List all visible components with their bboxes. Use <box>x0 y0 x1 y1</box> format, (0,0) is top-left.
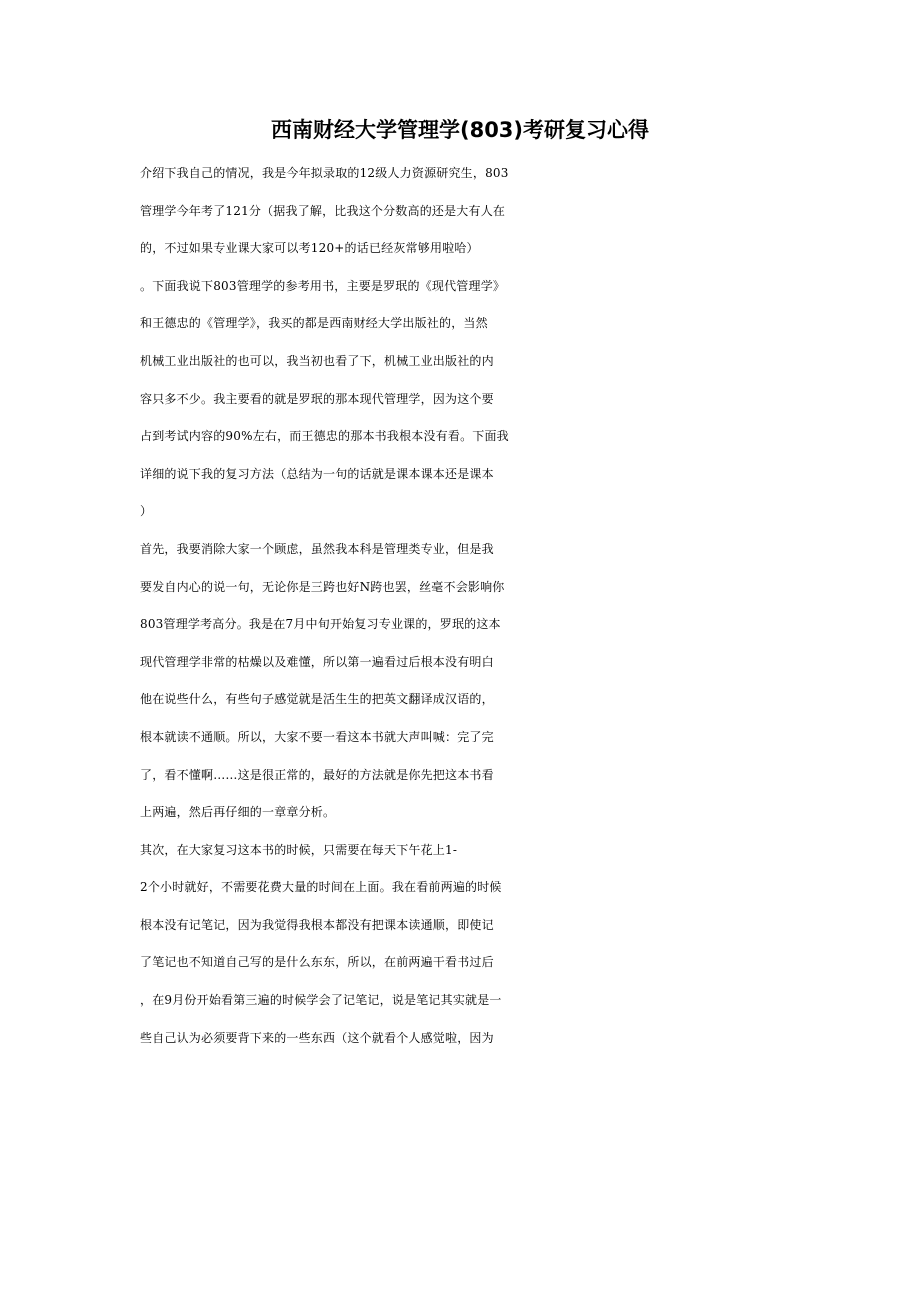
body-line: 根本就读不通顺。所以，大家不要一看这本书就大声叫喊：完了完 <box>140 729 494 744</box>
body-line: 些自己认为必须要背下来的一些东西（这个就看个人感觉啦，因为 <box>140 1030 494 1045</box>
body-line: 和王德忠的《管理学》，我买的都是西南财经大学出版社的，当然 <box>140 316 488 331</box>
document-body <box>140 155 800 1057</box>
body-line: 他在说些什么，有些句子感觉就是活生生的把英文翻译成汉语的， <box>140 692 494 707</box>
document-title: 西南财经大学管理学(803)考研复习心得 <box>270 118 650 142</box>
body-line: 详细的说下我的复习方法（总结为一句的话就是课本课本还是课本 <box>140 466 494 481</box>
body-line: ） <box>140 504 153 519</box>
body-line: 根本没有记笔记，因为我觉得我根本都没有把课本读通顺，即使记 <box>140 917 494 932</box>
body-line: 机械工业出版社的也可以，我当初也看了下，机械工业出版社的内 <box>140 353 494 368</box>
body-line: 要发自内心的说一句，无论你是三跨也好N跨也罢，丝毫不会影响你 <box>140 579 505 594</box>
body-line: 803管理学考高分。我是在7月中旬开始复习专业课的，罗珉的这本 <box>140 617 501 632</box>
body-line: 占到考试内容的90%左右，而王德忠的那本书我根本没有看。下面我 <box>140 429 509 444</box>
body-line: 了笔记也不知道自己写的是什么东东，所以，在前两遍干看书过后 <box>140 955 494 970</box>
body-line: 2个小时就好，不需要花费大量的时间在上面。我在看前两遍的时候 <box>140 880 502 895</box>
body-line: 其次，在大家复习这本书的时候，只需要在每天下午花上1- <box>140 842 458 857</box>
body-line: 。下面我说下803管理学的参考用书，主要是罗珉的《现代管理学》 <box>140 278 506 293</box>
body-line: 管理学今年考了121分（据我了解，比我这个分数高的还是大有人在 <box>140 203 506 218</box>
body-line: ，在9月份开始看第三遍的时候学会了记笔记，说是笔记其实就是一 <box>140 993 502 1008</box>
body-line: 介绍下我自己的情况，我是今年拟录取的12级人力资源研究生，803 <box>140 166 509 180</box>
body-line: 上两遍，然后再仔细的一章章分析。 <box>140 805 336 820</box>
body-line: 首先，我要消除大家一个顾虑，虽然我本科是管理类专业，但是我 <box>140 541 494 556</box>
body-line: 的，不过如果专业课大家可以考120+的话已经灰常够用啦哈） <box>140 241 479 256</box>
body-line: 了，看不懂啊……这是很正常的，最好的方法就是你先把这本书看 <box>140 767 494 782</box>
body-line: 现代管理学非常的枯燥以及难懂，所以第一遍看过后根本没有明白 <box>140 654 494 669</box>
body-line: 容只多不少。我主要看的就是罗珉的那本现代管理学，因为这个要 <box>140 391 494 406</box>
